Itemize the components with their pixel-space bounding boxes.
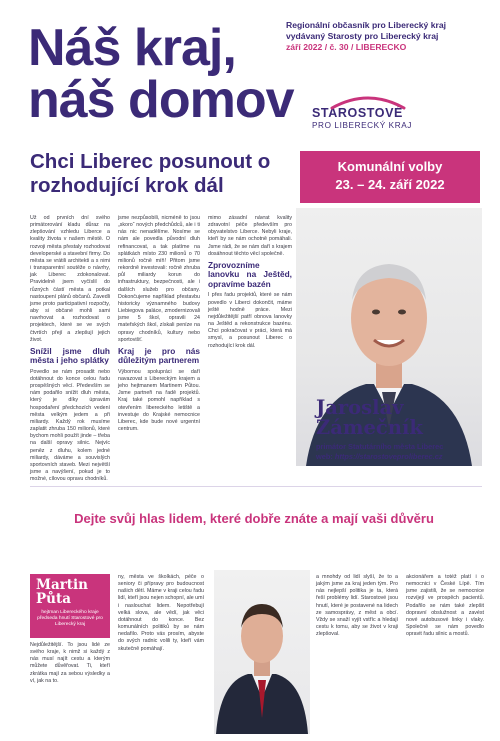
caption-web [316,452,486,461]
masthead-title-line2: náš domov [28,71,294,129]
caption-name-line1: Jaroslav [316,396,404,419]
article-subheading: Zprovozníme lanovku na Ještěd, opravíme bazén [208,259,292,289]
caption-web-label: web: [316,452,333,461]
vote-banner: Dejte svůj hlas lidem, které dobře znáte a mají vaši důvěru [74,511,434,526]
lower-column-2: ny, města ve školkách, péče o seniory či přípravy pro budoucnost našich dětí. Máme v kraji celou řadu lidí, kteří jsou nejen schopní, ale umí i naslouchat lidem. Nepotřebují velká slova, ale vědí, jak věci dotáhnout do konce. Bez komunálních politiků by se nám nedařilo. Proto vás prosím, abyste do svých radnic volili ty, kteří vám skutečně pomáhají. [118,574,204,652]
lower-column-1: Nejdůležitější. To jsou lidé ze svého kraje, k nimž si každý z nás musí najít cestu a kterým můžete důvěřovat. Ti, kteří zkrátka mají za sebou výsledky a ví, jak na to. [30,642,110,684]
masthead-title-line1: Náš kraj, [28,19,236,77]
article-paragraph: Výbornou spolupráci se daří navazovat s Libereckým krajem a jeho hejtmanem Martinem Půtou. Jsme partneři na řadě projektů. Kraj také pomohl například s otevřením libereckého letiště a investuje do Krajské nemocnice Liberec, kde bude nové urgentní centrum. [118,368,200,433]
article-column-1 [30,215,110,484]
profile-photo [214,570,310,734]
brand-arc-icon [328,92,408,110]
caption-role: primátor Statutárního města Liberec [316,442,444,451]
article-headline: Chci Liberec posunout o rozhodující krok dál [30,150,271,197]
article-subheading: Snížil jsme dluh města i jeho splátky [30,345,110,366]
profile-name-line1: Martin [36,577,88,593]
issue-line2: vydávaný Starosty pro Liberecký kraj [286,31,439,41]
caption-web-link[interactable]: https://starostoveproliberec.cz [334,452,443,461]
issue-line1: Regionální občasník pro Liberecký kraj [286,20,446,30]
brand-name: STAROSTOVÉ [312,106,403,120]
article-paragraph: Už od prvních dní svého primátorování kladu důraz na zlepšování vzhledu Liberce a kvality života v našem městě. O rozvoji města přestaly rozhodovat developerské a stavební firmy. Do města se vrátili architekti a s nimi i transparentní soutěže o návrhy, jak Liberec zdokonalovat. Pravidelně jsem vyčíslil do různých částí města a potkal nastoupení plánů občanů. Zavedli jsme proto participativní rozpočty, aby si občané mohli sami navrhovat a rozhodovat o projektech, které se ve svých čtvrtích přejí a zlepšují jejich život. [30,215,110,343]
article-paragraph: Povedlo se nám prosadit nebo dotáhnout do konce celou řadu prospěšných věcí. Především se nám podařilo snížit dluh města, který je díky úpravám hospodaření předchozích vedení města velkým jedem a při miliardy. Každý rok musíme zaplatit zhruba 150 milionů, které bychom mohli použít jinde – třeba na další opravy silnic. Nejvíc peněz z dluhu, kolem jedné miliardy, dáváme a souvislých sportovních staveb. Mezi největší jsme a navýšení, pokud je to možné, cílovou opravu chodníků. [30,368,110,483]
lower-column-3: a mnohdy od lidí slyší, že to a jakým jsme za kraj jeden tým. Pro nás nejlepší politika je ta, která řeší problémy lidí. Starostové jsou hnutí, které je postavené na lidech ze samosprávy, z měst a obcí. Vždy se snaží vyjít vstříc a hledají cestu k tomu, aby se život v kraji zlepšoval. [316,574,398,638]
profile-box [30,574,110,638]
issue-info [286,20,486,53]
brand-sub: PRO LIBERECKÝ KRAJ [312,121,412,130]
article-paragraph: jsme nezpůsobili, nicméně to jsou „skoro“ nových předchůdců, ale i ti nás nic nenadělíme. Nosíme se nám ale povedla původní dluh refinancovat, a tak platíme na splátkách místo 230 milionů o 70 milionů ročně míň! Přitom jsme rekordně investovali: ročně zhruba půl miliardy korun do infrastruktury, bezpečnosti, ale i dalších služeb pro občany. Dokončujeme například přestavbu historicky významného budovy Liebiegova paláce, zmodernizovali jsme 5 škol, opravili 24 mateřských škol, získali peníze na opravy chodníků, kultury nebo sportovišť. [118,215,200,343]
section-divider [30,486,482,487]
article-subheading: Kraj je pro nás důležitým partnerem [118,345,200,366]
article-column-2 [118,215,200,434]
caption-name-line2: Zámečník [316,416,423,439]
profile-name-line2: Půta [36,591,71,607]
election-badge [300,151,480,203]
profile-role: hejtman Libereckého kraje předseda hnutí Starostové pro Liberecký kraj [37,610,103,628]
brand-logo [312,106,472,130]
issue-line3: září 2022 / č. 30 / LIBERECKO [286,42,407,52]
portrait-caption [316,398,486,461]
badge-line2: 23. – 24. září 2022 [335,177,445,192]
profile-illustration [214,570,310,734]
article-column-3 [208,215,292,351]
article-paragraph: mimo zásadní návrat kvality zdravotní péče především pro obyvatelstvo Liberce. Nebyli kraje, kteří by se nám ochotně pomáhali. Jsme rádi, že se nám daří s krajem dosáhnout těchto věcí společně. [208,215,292,257]
masthead [0,0,500,140]
badge-line1: Komunální volby [337,159,443,174]
article-paragraph: I přes řadu projektů, které se nám povedlo v Liberci dokončit, máme ještě hodně práce. Mezi nejdůležitější patří obnova lanovky na Ještěd a rekonstrukce bazénu. Chci pokračovat v práci, která má smysl, a posunout Liberec o rozhodující krok dál. [208,292,292,349]
lower-column-4: akcionářem a totéž platí i o nemocnici v České Lípě. Tím jsme zajistili, že se nemocnice rozvíjejí ve prospěch pacientů. Podařilo se nám také zlepšit dopravní obslužnost a zavést nové autobusové linky i vlaky. Společně se nám povedlo opravit řadu silnic a mostů. [406,574,484,638]
